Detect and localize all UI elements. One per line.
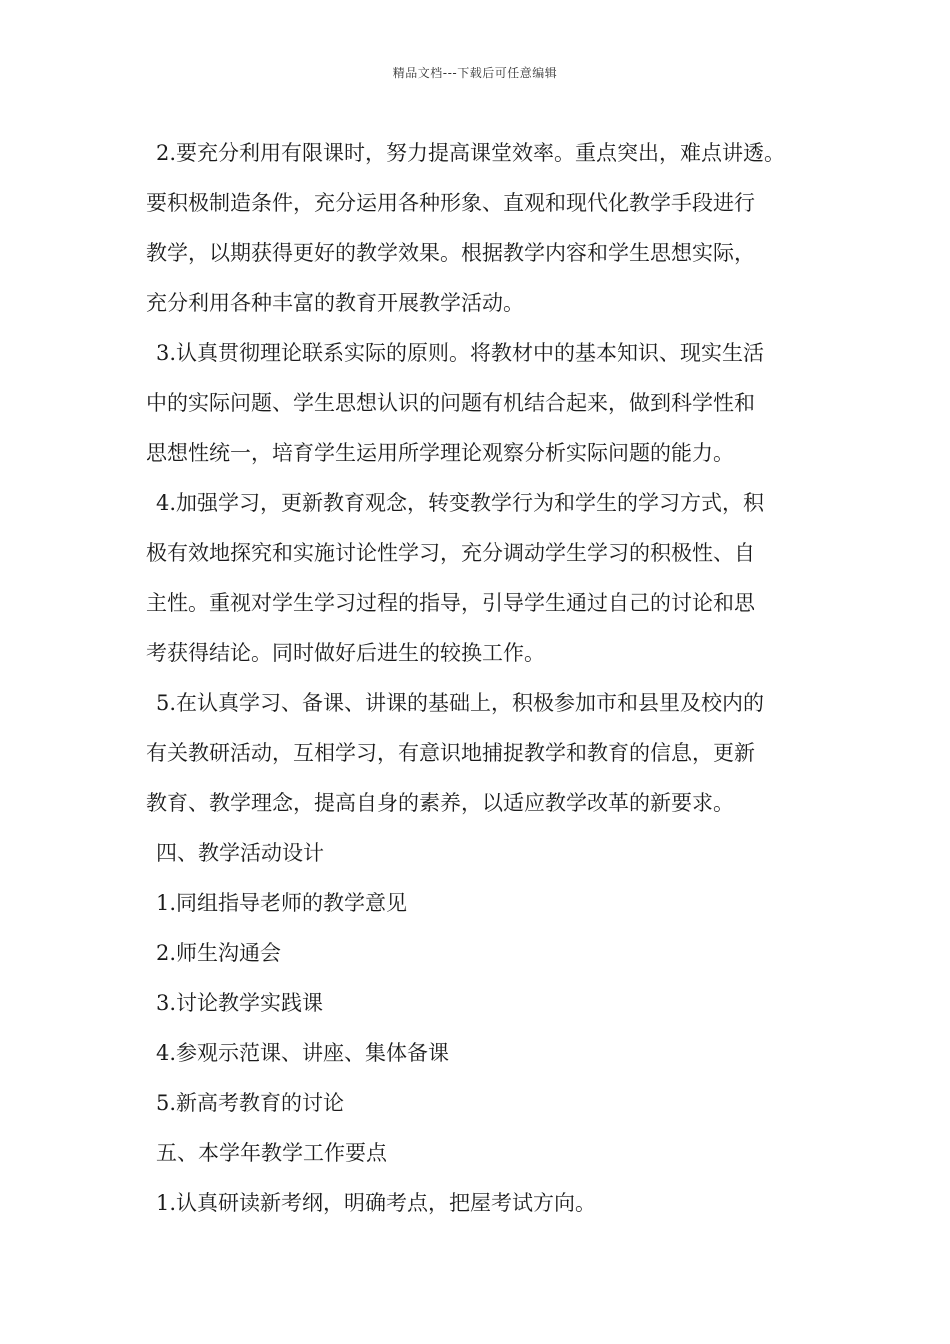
text-line: 教学，以期获得更好的教学效果。根据教学内容和学生思想实际， (146, 241, 755, 265)
list-item: 3.讨论教学实践课 (156, 991, 324, 1015)
list-item: 1.同组指导老师的教学意见 (156, 891, 408, 915)
page-header: 精品文档---下载后可任意编辑 (392, 66, 558, 80)
list-item: 2.师生沟通会 (156, 941, 282, 965)
text-line: 充分利用各种丰富的教育开展教学活动。 (146, 291, 524, 315)
section-heading: 四、教学活动设计 (156, 841, 324, 865)
text-line: 中的实际问题、学生思想认识的问题有机结合起来，做到科学性和 (146, 391, 755, 415)
list-item: 4.参观示范课、讲座、集体备课 (156, 1041, 450, 1065)
text-line: 极有效地探究和实施讨论性学习，充分调动学生学习的积极性、自 (146, 541, 755, 565)
section-heading: 五、本学年教学工作要点 (156, 1141, 387, 1165)
list-item: 5.新高考教育的讨论 (156, 1091, 345, 1115)
text-line: 思想性统一，培育学生运用所学理论观察分析实际问题的能力。 (146, 441, 734, 465)
text-line: 5.在认真学习、备课、讲课的基础上，积极参加市和县里及校内的 (156, 691, 765, 715)
text-line: 教育、教学理念，提高自身的素养，以适应教学改革的新要求。 (146, 791, 734, 815)
text-line: 主性。重视对学生学习过程的指导，引导学生通过自己的讨论和思 (146, 591, 755, 615)
text-line: 4.加强学习，更新教育观念，转变教学行为和学生的学习方式，积 (156, 491, 765, 515)
document-body (146, 128, 816, 1228)
list-item: 1.认真研读新考纲，明确考点，把屋考试方向。 (156, 1191, 597, 1215)
text-line: 3.认真贯彻理论联系实际的原则。将教材中的基本知识、现实生活 (156, 341, 765, 365)
text-line: 考获得结论。同时做好后进生的较换工作。 (146, 641, 545, 665)
text-line: 2.要充分利用有限课时，努力提高课堂效率。重点突出，难点讲透。 (156, 141, 786, 165)
text-line: 有关教研活动，互相学习，有意识地捕捉教学和教育的信息，更新 (146, 741, 755, 765)
text-line: 要积极制造条件，充分运用各种形象、直观和现代化教学手段进行 (146, 191, 755, 215)
